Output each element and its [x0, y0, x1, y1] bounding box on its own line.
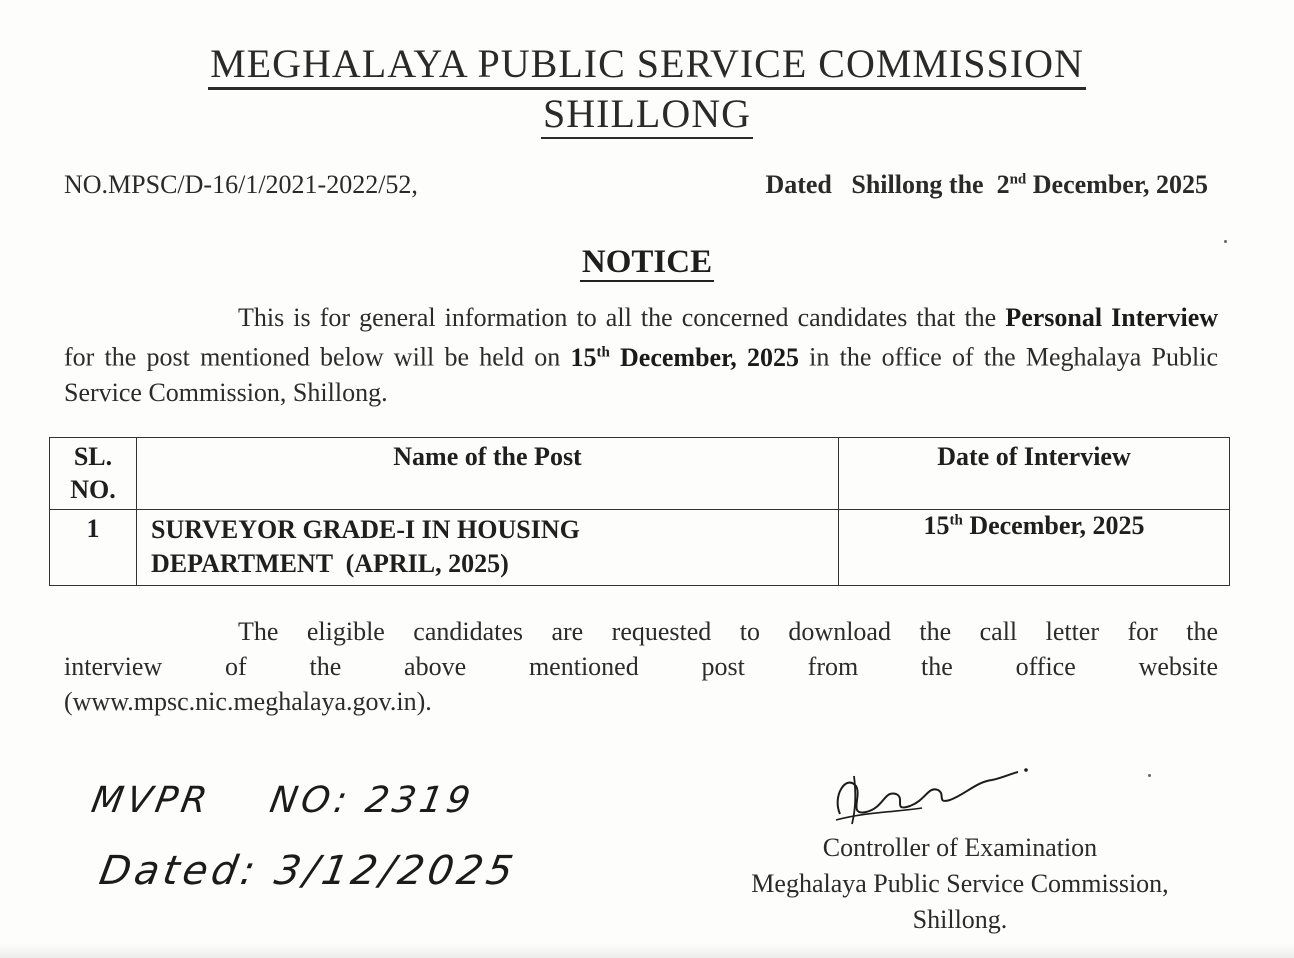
- signature-mark: [826, 756, 1036, 836]
- header-interview-date: Date of Interview: [839, 438, 1230, 510]
- commission-city-text: SHILLONG: [541, 91, 753, 139]
- para2-line-1-text: The eligible candidates are requested to download the call letter for the: [238, 617, 1218, 646]
- table-row: [50, 510, 1230, 586]
- reference-date: [765, 170, 1208, 200]
- handwritten-memo-number: [88, 780, 477, 821]
- cell-post-name: [137, 510, 839, 586]
- interview-table: [49, 437, 1230, 586]
- header-sl-no: [50, 438, 137, 510]
- header-sl-line2: NO.: [70, 475, 116, 504]
- notice-heading: [0, 244, 1294, 281]
- para2-line-3: (www.mpsc.nic.meghalaya.gov.in).: [64, 687, 432, 716]
- para1-date-day: 15: [570, 342, 597, 372]
- reference-date-prefix: Dated Shillong the 2: [765, 170, 1010, 199]
- commission-title: [0, 40, 1294, 90]
- commission-title-text: MEGHALAYA PUBLIC SERVICE COMMISSION: [208, 41, 1086, 90]
- signatory-place: Shillong.: [912, 905, 1008, 934]
- para1-text-c: in the office of the Meghalaya Public Service Commission, Shillong.: [64, 342, 1218, 407]
- para1-date-rest: December, 2025: [609, 342, 799, 372]
- cell-interview-date: [839, 510, 1230, 586]
- notice-paragraph-2: [64, 614, 1218, 719]
- table-header-row: [50, 438, 1230, 510]
- notice-heading-text: NOTICE: [581, 244, 713, 280]
- reference-date-suffix: December, 2025: [1026, 170, 1208, 199]
- handwritten-memo-label: MVPR: [88, 780, 215, 821]
- reference-number: NO.MPSC/D-16/1/2021-2022/52,: [64, 170, 418, 199]
- para1-text-b: for the post mentioned below will be held on: [64, 342, 571, 372]
- handwritten-memo-value: NO: 2319: [266, 780, 478, 821]
- signatory-organisation: Meghalaya Public Service Commission,: [751, 869, 1169, 898]
- notice-paragraph-1: [64, 300, 1218, 410]
- reference-date-ordinal: nd: [1009, 171, 1027, 188]
- para2-line-2: interview of the above mentioned post from the office website: [64, 652, 1218, 681]
- cell-date-rest: December, 2025: [962, 511, 1145, 540]
- handwritten-memo-date: Dated: 3/12/2025: [95, 848, 521, 894]
- cell-sl-no: 1: [50, 510, 137, 586]
- header-post-name: Name of the Post: [137, 438, 839, 510]
- para1-date-ordinal: th: [596, 344, 610, 360]
- para1-text-a: This is for general information to all the concerned candidates that the: [238, 303, 1006, 332]
- signatory-designation: Controller of Examination: [822, 833, 1098, 862]
- signatory-block: [690, 830, 1230, 938]
- para1-bold-interview: Personal Interview: [1005, 303, 1219, 332]
- cell-post-name-line2: DEPARTMENT (APRIL, 2025): [151, 549, 509, 578]
- commission-city: [0, 90, 1294, 139]
- cell-post-name-line1: SURVEYOR GRADE-I IN HOUSING: [151, 515, 580, 544]
- header-sl-line1: SL.: [73, 442, 113, 471]
- cell-date-day: 15: [923, 511, 950, 540]
- para1-bold-date: [570, 343, 799, 372]
- para2-line-1: [64, 614, 1218, 649]
- cell-date-ordinal: th: [949, 512, 963, 529]
